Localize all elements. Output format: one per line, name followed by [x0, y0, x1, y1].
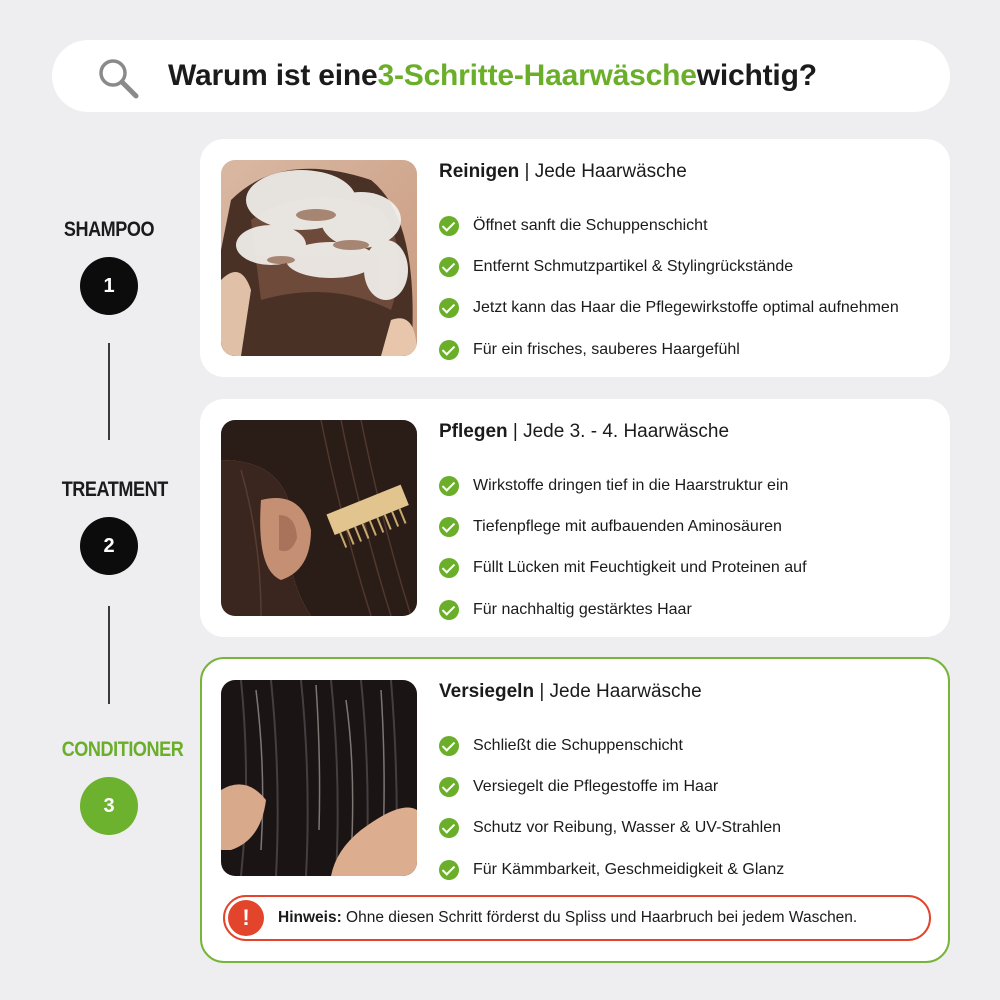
hint-label: Hinweis:: [278, 909, 342, 926]
step-number-1: 1: [80, 257, 138, 315]
benefit-text: Schutz vor Reibung, Wasser & UV-Strahlen: [473, 819, 781, 837]
list-item: [439, 465, 807, 506]
step-connector: [108, 343, 110, 440]
check-icon: [439, 340, 459, 360]
list-item: [439, 205, 899, 246]
benefit-text: Wirkstoffe dringen tief in die Haarstruktur ein: [473, 476, 789, 494]
benefit-text: Für nachhaltig gestärktes Haar: [473, 600, 692, 618]
list-item: [439, 849, 784, 890]
title-suffix: wichtig?: [696, 59, 817, 92]
card-title-bold: Versiegeln: [439, 681, 535, 702]
card-conditioner: [200, 657, 950, 963]
list-item: [439, 288, 899, 329]
benefit-text: Schließt die Schuppenschicht: [473, 736, 683, 754]
check-icon: [439, 860, 459, 880]
card-title-bold: Pflegen: [439, 421, 508, 442]
hint-message: Ohne diesen Schritt förderst du Spliss und Haarbruch bei jedem Waschen.: [341, 909, 858, 926]
step-label-conditioner: CONDITIONER: [61, 738, 184, 761]
conditioner-hair-image: [221, 680, 417, 876]
check-icon: [439, 298, 459, 318]
benefit-text: Für ein frisches, sauberes Haargefühl: [473, 340, 740, 358]
card-title-bold: Reinigen: [439, 161, 520, 182]
card-title: [439, 681, 702, 703]
step-label-treatment: TREATMENT: [61, 478, 168, 501]
benefit-text: Für Kämmbarkeit, Geschmeidigkeit & Glanz: [473, 860, 785, 878]
card-title-frequency: | Jede Haarwäsche: [519, 161, 687, 182]
card-title: [439, 161, 687, 183]
list-item: [439, 589, 807, 630]
benefit-text: Füllt Lücken mit Feuchtigkeit und Proteinen auf: [473, 559, 807, 577]
exclamation-icon: !: [228, 900, 264, 936]
step-number-3: 3: [80, 777, 138, 835]
hint-text: [278, 909, 857, 927]
page-title: [168, 40, 930, 112]
benefit-list: [439, 205, 899, 370]
benefit-text: Versiegelt die Pflegestoffe im Haar: [473, 777, 719, 795]
benefit-list: [439, 465, 807, 630]
title-accent: 3-Schritte-Haarwäsche: [377, 59, 697, 92]
treatment-comb-image: [221, 420, 417, 616]
check-icon: [439, 736, 459, 756]
list-item: [439, 506, 807, 547]
list-item: [439, 548, 807, 589]
card-treatment: [200, 399, 950, 637]
card-title-frequency: | Jede 3. - 4. Haarwäsche: [507, 421, 730, 442]
hint-box: [223, 895, 931, 941]
search-icon: [96, 56, 140, 100]
check-icon: [439, 476, 459, 496]
title-prefix: Warum ist eine: [168, 59, 378, 92]
card-title-frequency: | Jede Haarwäsche: [534, 681, 702, 702]
step-number-2: 2: [80, 517, 138, 575]
list-item: [439, 766, 784, 807]
shampoo-foam-image: [221, 160, 417, 356]
step-label-shampoo: SHAMPOO: [63, 218, 155, 241]
check-icon: [439, 818, 459, 838]
check-icon: [439, 216, 459, 236]
check-icon: [439, 777, 459, 797]
step-connector: [108, 606, 110, 704]
card-shampoo: [200, 139, 950, 377]
card-title: [439, 421, 729, 443]
check-icon: [439, 517, 459, 537]
list-item: [439, 808, 784, 849]
check-icon: [439, 558, 459, 578]
check-icon: [439, 257, 459, 277]
list-item: [439, 246, 899, 287]
benefit-text: Tiefenpflege mit aufbauenden Aminosäuren: [473, 517, 782, 535]
list-item: [439, 725, 784, 766]
check-icon: [439, 600, 459, 620]
list-item: [439, 329, 899, 370]
benefit-text: Jetzt kann das Haar die Pflegewirkstoffe optimal aufnehmen: [473, 299, 899, 317]
benefit-list: [439, 725, 784, 890]
header-banner: [52, 40, 950, 112]
benefit-text: Entfernt Schmutzpartikel & Stylingrückstände: [473, 257, 794, 275]
benefit-text: Öffnet sanft die Schuppenschicht: [473, 216, 708, 234]
